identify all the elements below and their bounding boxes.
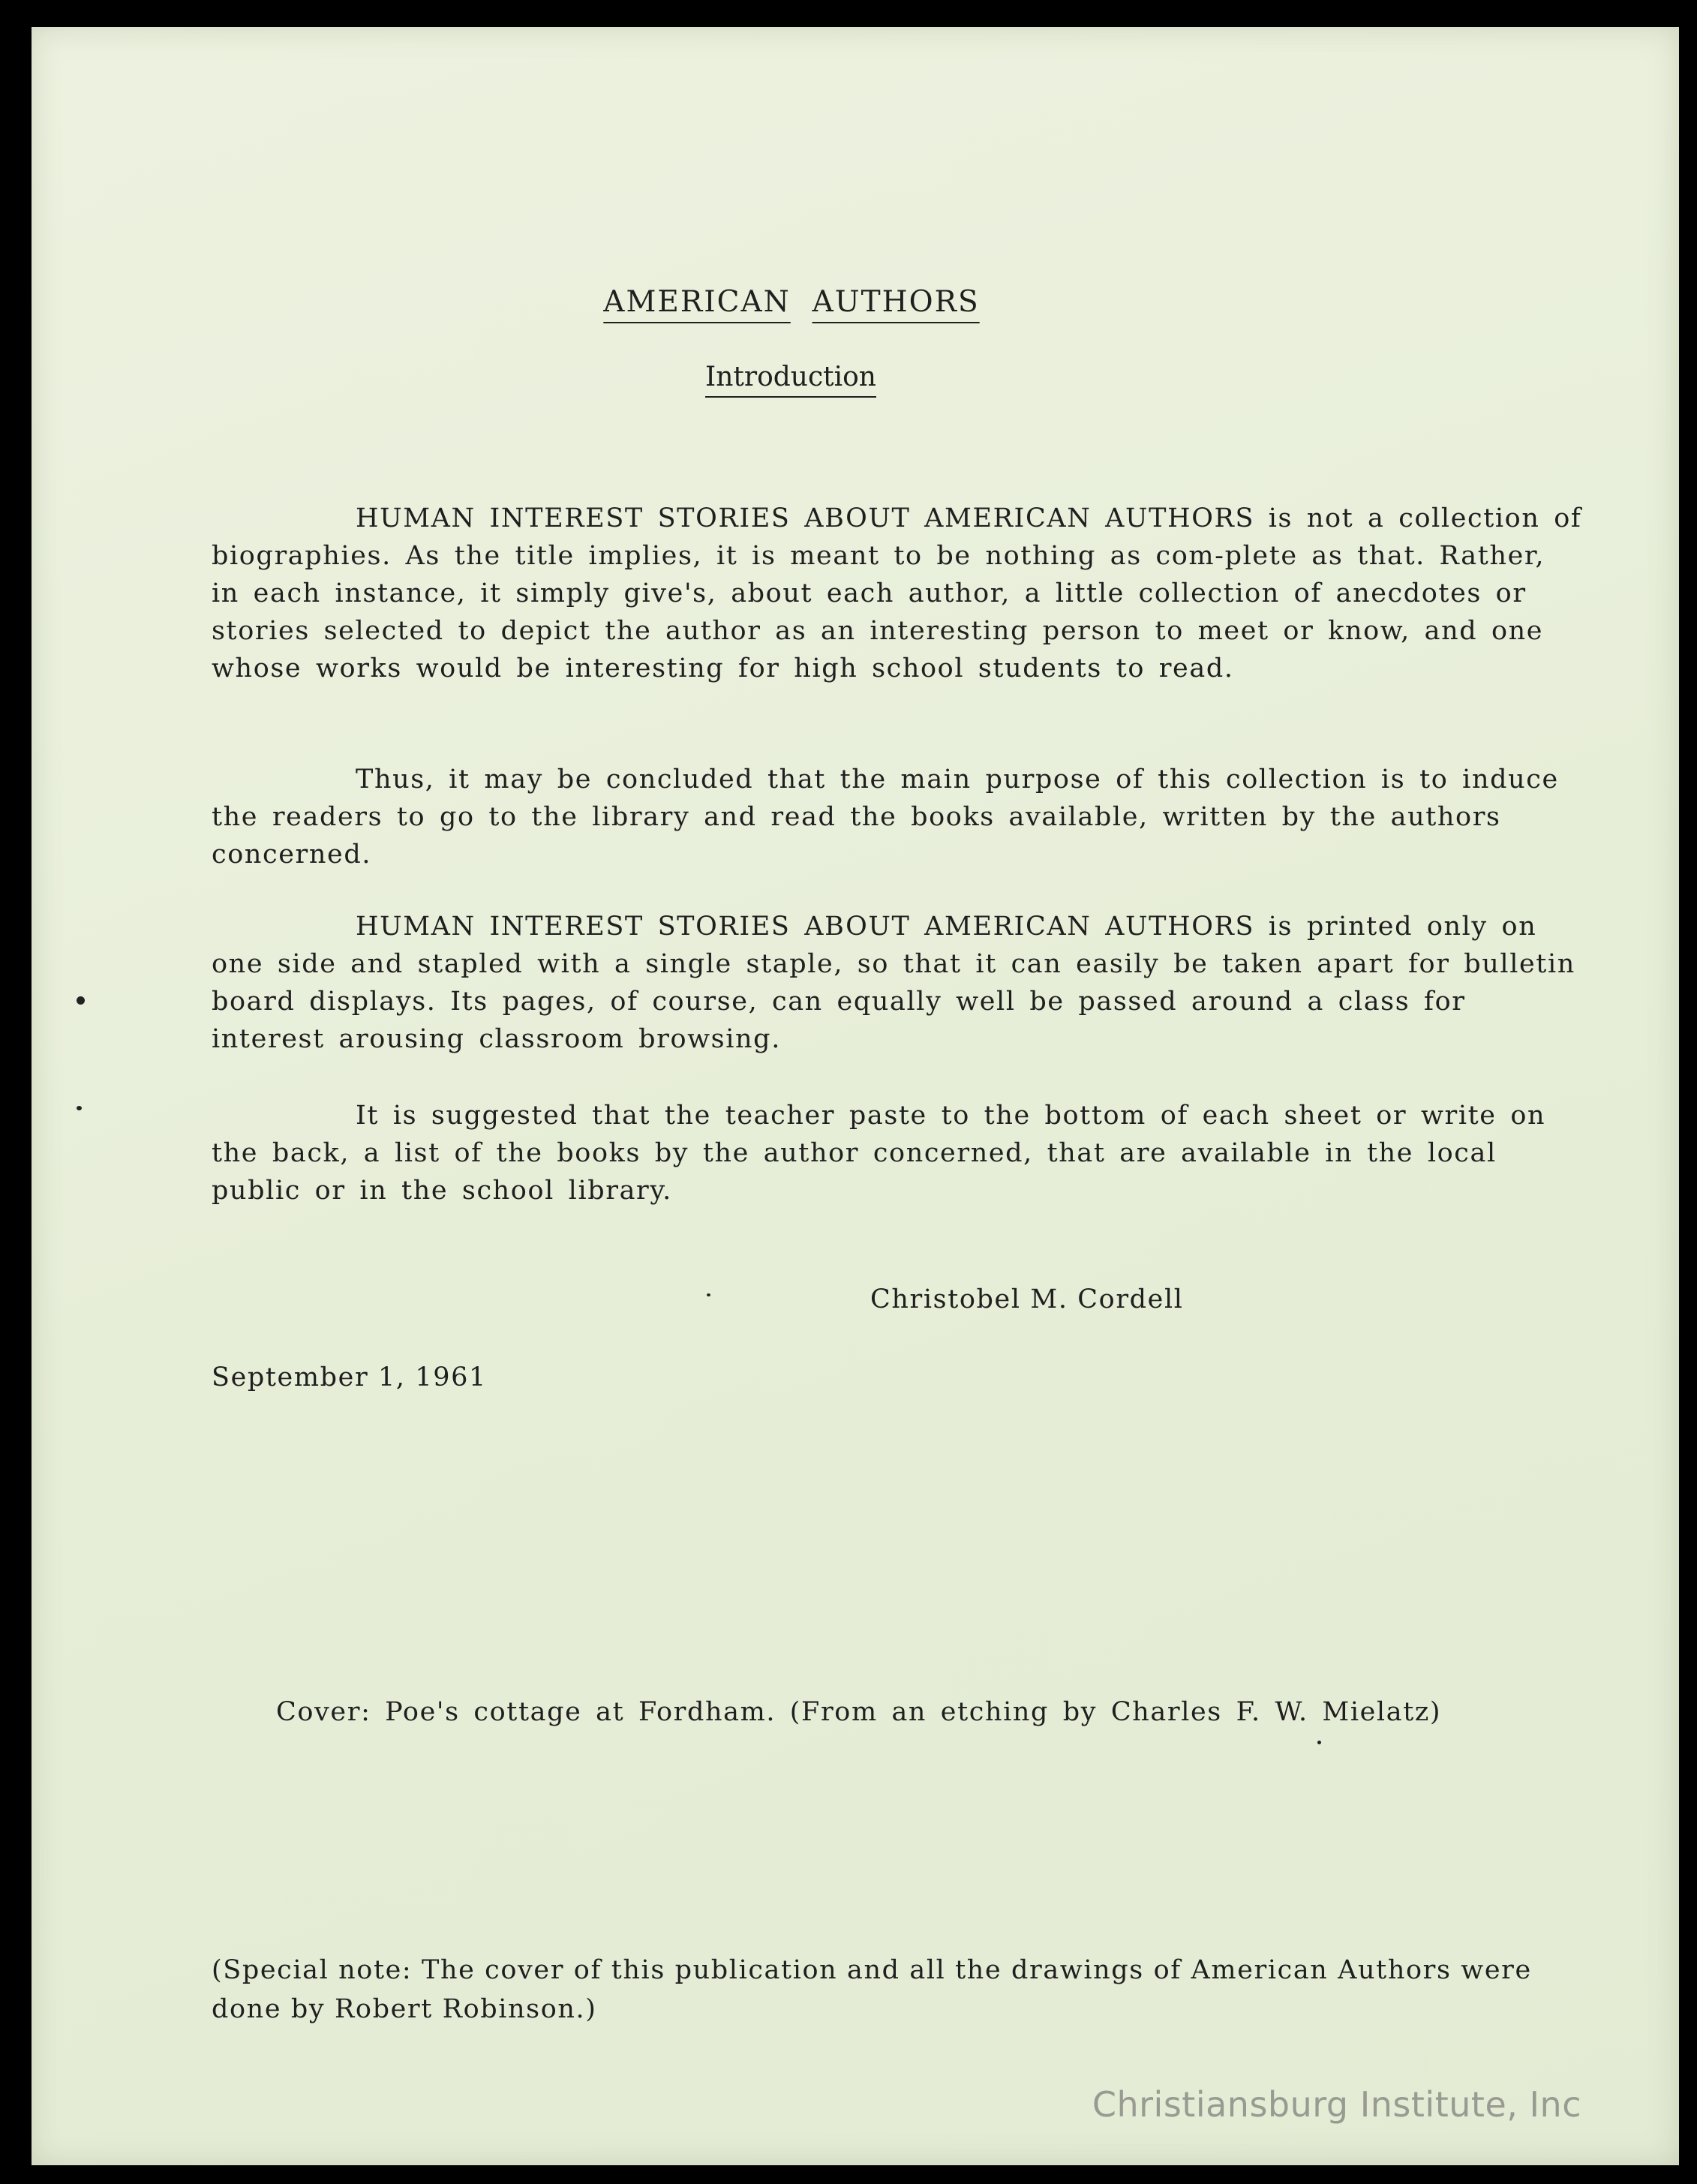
- author-signature: Christobel M. Cordell: [870, 1284, 1184, 1314]
- document-date: September 1, 1961: [212, 1362, 487, 1392]
- title-word-american: AMERICAN: [603, 285, 791, 319]
- paper-speck: [77, 1106, 82, 1110]
- paper-speck: [77, 996, 85, 1005]
- document-page: [32, 27, 1679, 2165]
- watermark-text: Christiansburg Institute, Inc: [1092, 2084, 1581, 2125]
- paragraph-1: HUMAN INTEREST STORIES ABOUT AMERICAN AUTHORS is not a collection of biographies. As the title implies, it is meant to be nothing as com-plete as that. Rather, in each instance, it simply give's, about each author, a little collection of anecdotes or stories selected to depict the author as an interesting person to meet or know, and one whose works would be interesting for high school students to read.: [212, 503, 1582, 683]
- section-heading: [0, 362, 1614, 392]
- paper-speck: [707, 1293, 710, 1296]
- title-word-authors: AUTHORS: [812, 285, 980, 319]
- paragraph-3: HUMAN INTEREST STORIES ABOUT AMERICAN AUTHORS is printed only on one side and stapled with a single staple, so that it can easily be taken apart for bulletin board displays. Its pages, of course, can equally well be passed around a class for interest arousing classroom browsing.: [212, 912, 1575, 1054]
- paragraph-2: Thus, it may be concluded that the main purpose of this collection is to induce the readers to go to the library and read the books available, written by the authors concerned.: [212, 765, 1559, 870]
- cover-credit: Cover: Poe's cottage at Fordham. (From an etching by Charles F. W. Mielatz): [276, 1697, 1442, 1727]
- paper-speck: [1317, 1741, 1321, 1744]
- page-title: [0, 285, 1615, 319]
- paragraph-4: It is suggested that the teacher paste to the bottom of each sheet or write on the back, a list of the books by the author concerned, that are available in the local public or in the school library.: [212, 1101, 1546, 1206]
- special-note: (Special note: The cover of this publication and all the drawings of American Authors were done by Robert Robinson.): [212, 1955, 1532, 2024]
- section-heading-text: Introduction: [705, 362, 876, 392]
